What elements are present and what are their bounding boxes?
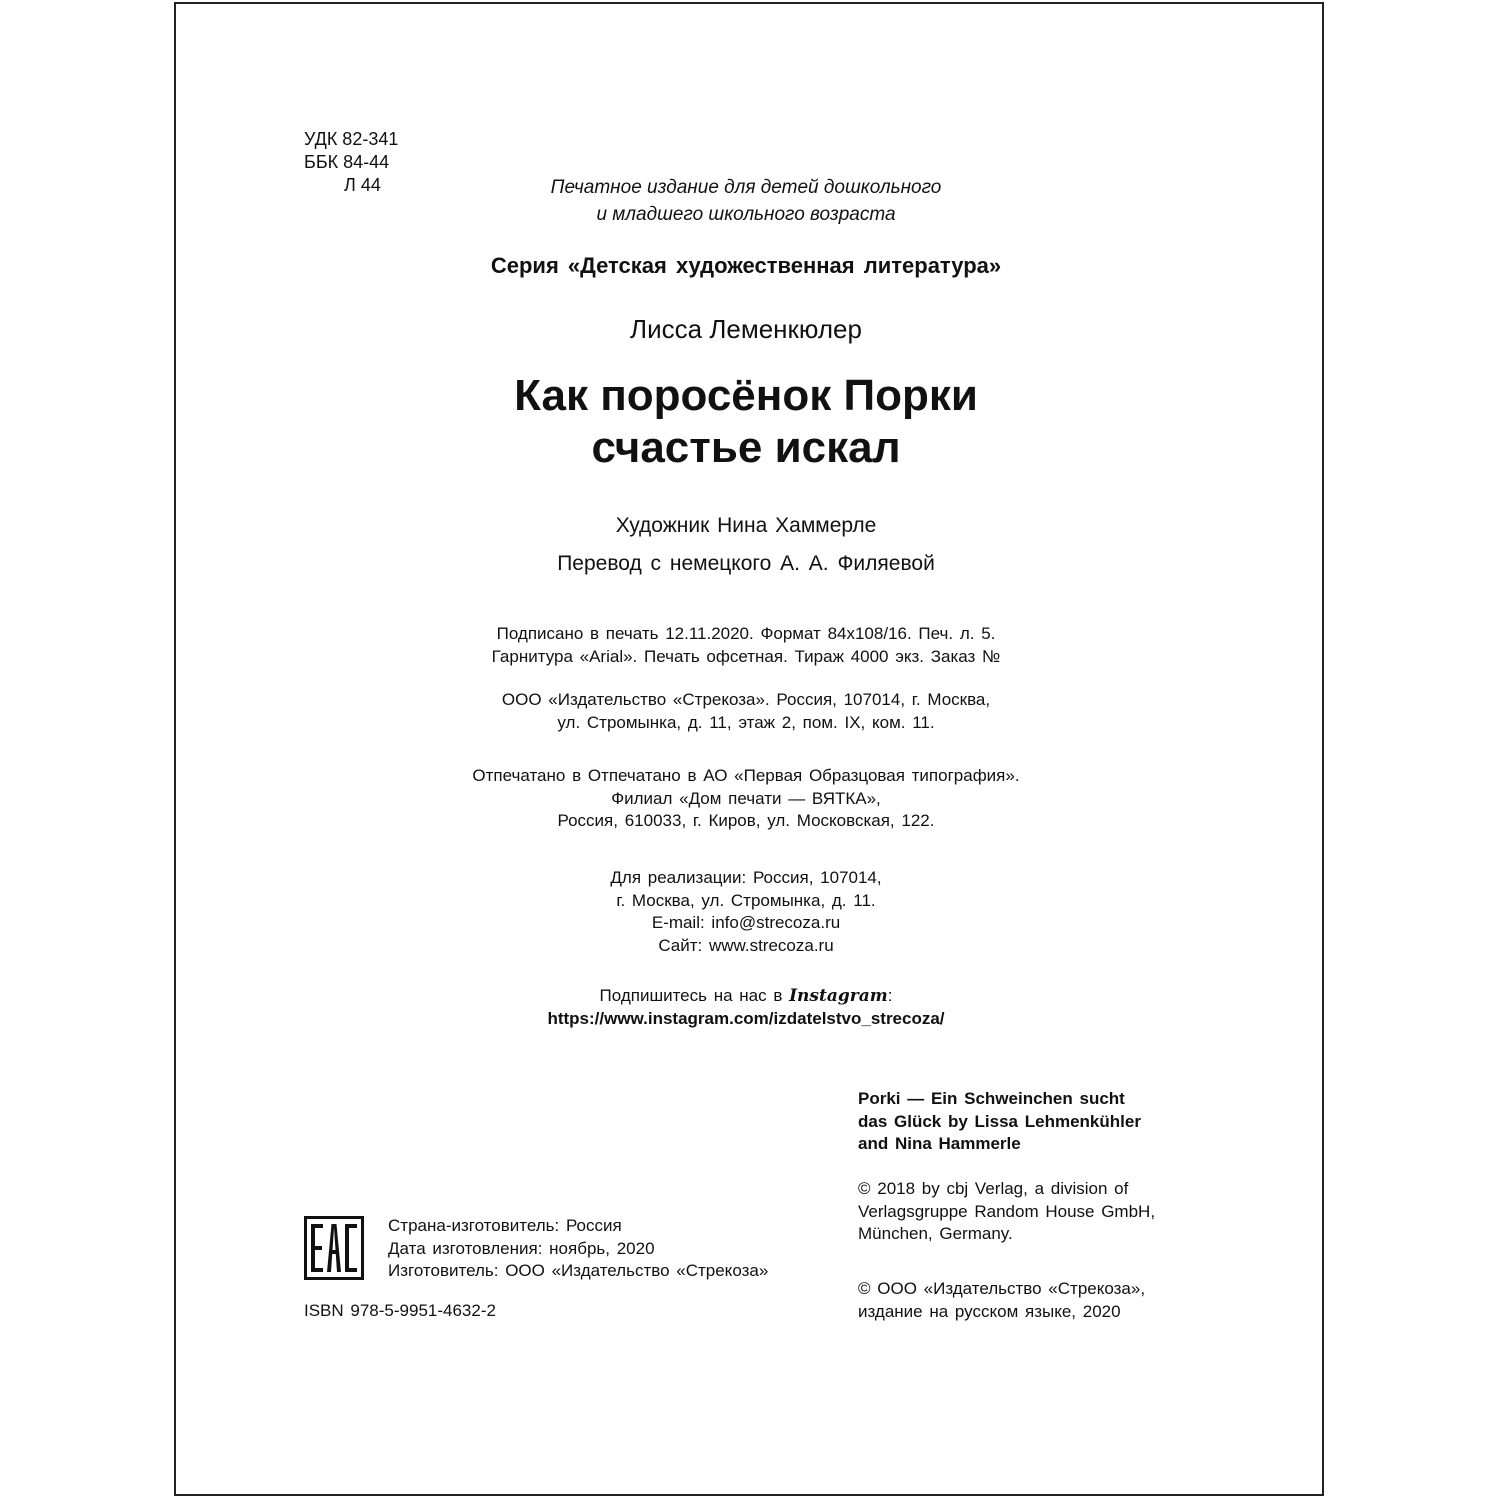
- manufacturer-line: Страна-изготовитель: Россия: [388, 1216, 622, 1235]
- translator-credit: Перевод с немецкого А. А. Филяевой: [557, 552, 935, 575]
- print-details: [296, 623, 1196, 668]
- printer-line: Отпечатано в Отпечатано в АО «Первая Образцовая типография».: [472, 766, 1020, 785]
- printer-line: Филиал «Дом печати — ВЯТКА»,: [611, 788, 881, 808]
- copyright-original: [858, 1178, 1155, 1246]
- subscribe-prefix: Подпишитесь на нас в: [599, 986, 790, 1005]
- subscribe-line: [296, 985, 1196, 1008]
- manufacturer-line: Дата изготовления: ноябрь, 2020: [388, 1238, 655, 1258]
- publisher-line: ул. Стромынка, д. 11, этаж 2, пом. IX, ком. 11.: [557, 712, 935, 732]
- email-line: E-mail: info@strecoza.ru: [651, 913, 841, 932]
- original-title-line: Porki — Ein Schweinchen sucht: [858, 1089, 1125, 1108]
- copyright-line: Verlagsgruppe Random House GmbH,: [858, 1201, 1156, 1221]
- original-title-line: and Nina Hammerle: [858, 1134, 1021, 1153]
- instagram-logo: Instagram: [789, 986, 888, 1006]
- website-line: Сайт: www.strecoza.ru: [658, 935, 834, 955]
- book-title: [296, 370, 1196, 474]
- social-subscribe: [296, 985, 1196, 1030]
- print-details-line: Гарнитура «Arial». Печать офсетная. Тираж 4000 экз. Заказ №: [491, 646, 1001, 666]
- copyright-line: © 2018 by cbj Verlag, a division of: [858, 1179, 1129, 1198]
- printer-line: Россия, 610033, г. Киров, ул. Московская, 122.: [557, 811, 935, 830]
- copyright-russian: [858, 1278, 1145, 1323]
- subscribe-suffix: :: [887, 986, 893, 1005]
- intended-line: и младшего школьного возраста: [596, 204, 896, 225]
- intended-line: Печатное издание для детей дошкольного: [550, 177, 942, 198]
- copyright-line: © ООО «Издательство «Стрекоза»,: [858, 1279, 1146, 1298]
- manufacturer-line: Изготовитель: ООО «Издательство «Стрекоза»: [388, 1261, 769, 1280]
- artist-credit: Художник Нина Хаммерле: [615, 514, 877, 537]
- author-name: Лисса Леменкюлер: [630, 314, 862, 344]
- original-title-line: das Glück by Lissa Lehmenkühler: [858, 1111, 1141, 1131]
- udk-code: УДК 82-341: [304, 129, 399, 149]
- copyright-line: издание на русском языке, 2020: [858, 1301, 1121, 1321]
- publisher-address: [296, 689, 1196, 734]
- sales-line: г. Москва, ул. Стромынка, д. 11.: [616, 890, 876, 910]
- sales-line: Для реализации: Россия, 107014,: [610, 868, 882, 887]
- print-details-line: Подписано в печать 12.11.2020. Формат 84х108/16. Печ. л. 5.: [496, 624, 996, 643]
- classification-codes: [304, 128, 398, 197]
- bbk-code: ББК 84-44: [304, 152, 390, 172]
- intended-audience: [446, 174, 1046, 228]
- title-line: счастье искал: [591, 423, 901, 472]
- sales-contacts: [296, 867, 1196, 957]
- instagram-url: https://www.instagram.com/izdatelstvo_strecoza/: [547, 1008, 945, 1028]
- eac-mark-icon: [304, 1216, 364, 1280]
- publisher-line: ООО «Издательство «Стрекоза». Россия, 107014, г. Москва,: [501, 690, 991, 709]
- series-name: Серия «Детская художественная литература»: [490, 253, 1002, 278]
- original-title: [858, 1088, 1141, 1156]
- author-mark: Л 44: [344, 175, 381, 195]
- title-line: Как поросёнок Порки: [514, 371, 978, 420]
- isbn: ISBN 978-5-9951-4632-2: [304, 1301, 496, 1320]
- imprint-page: [174, 2, 1324, 1496]
- printer-info: [296, 765, 1196, 833]
- manufacturer-info: [388, 1215, 768, 1283]
- copyright-line: München, Germany.: [858, 1224, 1013, 1243]
